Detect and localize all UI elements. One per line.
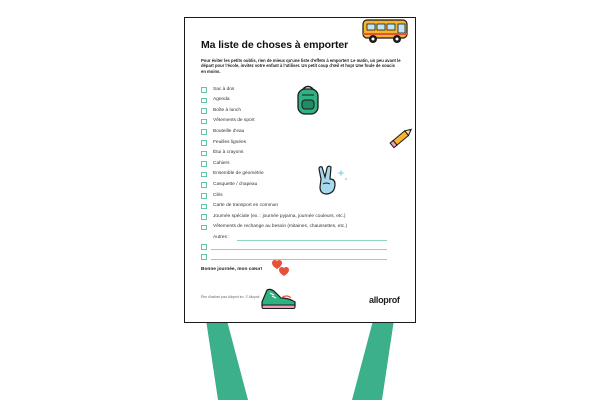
pencil-icon <box>389 124 415 150</box>
copyright-text: Être d'instinct pour Alloprof inc. © Alloprof <box>201 295 260 299</box>
checkbox[interactable] <box>201 214 207 220</box>
checkbox[interactable] <box>201 182 207 188</box>
sneaker-icon <box>259 284 299 312</box>
checklist-item-label: Feuilles lignées <box>213 139 247 145</box>
checkbox[interactable] <box>201 119 207 125</box>
left-arm <box>205 313 248 400</box>
closing-text: Bonne journée, mon cœur! <box>201 267 263 272</box>
checkbox[interactable] <box>201 129 207 135</box>
checklist-item-label: Agenda <box>213 97 230 103</box>
page-title: Ma liste de choses à emporter <box>201 39 349 51</box>
checklist-item-label: Sac à dos <box>213 86 235 92</box>
intro-text: Pour éviter les petits oublis, rien de mieux qu'une liste d'effets à emporter! Le matin, un peu avant le départ pour l'école, invitez votre enfant à l'utiliser. Un petit coup d'œil et hop! Une foule de soucis en moins. <box>201 58 401 74</box>
checklist-item-label: Clés <box>213 192 223 198</box>
checklist-item-label: Cahiers <box>213 160 230 166</box>
checklist-item-label: Journée spéciale (ex. : journée pyjama, journée couleurs, etc.) <box>213 213 346 219</box>
checklist-item-label: Carte de transport en commun <box>213 203 279 209</box>
checkbox[interactable] <box>201 98 207 104</box>
hearts-icon <box>269 258 293 278</box>
checklist-item-label: Vêtements de sport <box>213 118 255 124</box>
checklist-item-label: Bouteille d'eau <box>213 128 245 134</box>
checkbox[interactable] <box>201 151 207 157</box>
bus-icon <box>361 16 411 46</box>
autres-label: Autres : <box>213 235 230 241</box>
checklist-item-label: Vêtements de rechange au besoin (mitaines, chaussettes, etc.) <box>213 224 348 230</box>
checklist-sheet <box>184 17 416 323</box>
checklist-item-label: Boîte à lunch <box>213 107 242 113</box>
checkbox-extra[interactable] <box>201 244 207 250</box>
autres-write-line[interactable] <box>237 240 387 241</box>
checkbox[interactable] <box>201 87 207 93</box>
checkbox[interactable] <box>201 225 207 231</box>
blank-write-line[interactable] <box>211 259 387 260</box>
checkbox[interactable] <box>201 172 207 178</box>
checkbox[interactable] <box>201 204 207 210</box>
checklist-item-label: Étui à crayons <box>213 150 244 156</box>
blank-write-line[interactable] <box>211 249 387 250</box>
checkbox[interactable] <box>201 193 207 199</box>
checklist-item-label: Ensemble de géométrie <box>213 171 264 177</box>
peace-hand-icon <box>315 165 351 199</box>
checkbox[interactable] <box>201 161 207 167</box>
checkbox-extra[interactable] <box>201 254 207 260</box>
checklist-item-label: Casquette / chapeau <box>213 181 258 187</box>
backpack-icon <box>295 84 321 116</box>
right-arm <box>352 313 395 400</box>
checkbox[interactable] <box>201 140 207 146</box>
alloprof-logo: alloprof <box>369 295 400 305</box>
checkbox[interactable] <box>201 108 207 114</box>
